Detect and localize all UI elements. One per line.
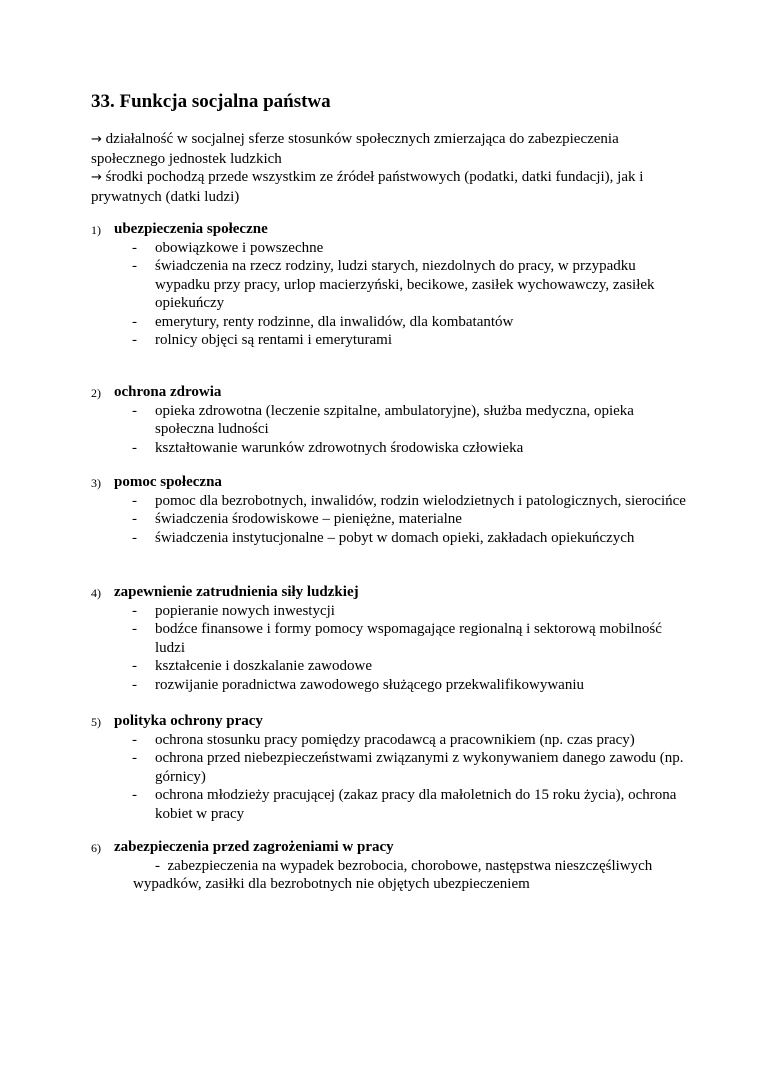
list-item [91,676,691,695]
list-item [91,439,691,458]
list-item [91,786,691,823]
section-heading [91,383,691,402]
section-heading [91,473,691,492]
list-item-text: zabezpieczenia na wypadek bezrobocia, chorobowe, następstwa nieszczęśliwych wypadków, zasiłki dla bezrobotnych nie objętych ubezpieczeniem [133,857,653,892]
list-item [91,529,691,548]
section-number: 3) [91,476,101,490]
section-number: 6) [91,841,101,855]
list-item-text: rozwijanie poradnictwa zawodowego służącego przekwalifikowywaniu [155,676,585,693]
section-title: polityka ochrony pracy [114,713,263,729]
page-title: 33. Funkcja socjalna państwa [91,91,331,112]
dash-bullet: - [132,731,137,748]
section-4 [91,583,691,694]
dash-bullet: - [132,439,137,456]
list-item-text: kształcenie i doszkalanie zawodowe [155,658,372,674]
dash-bullet: - [132,621,137,637]
intro-text: działalność w socjalnej sferze stosunków społecznych zmierzająca do zabezpieczenia społecznego jednostek ludzkich [91,131,619,167]
dash-bullet: - [132,676,137,693]
intro-line [91,168,691,206]
list-item [91,492,691,511]
dash-bullet: - [132,787,137,803]
section-heading [91,220,691,239]
section-5 [91,712,691,823]
section-number: 1) [91,223,101,237]
dash-bullet: - [132,332,137,348]
list-item-text: rolnicy objęci są rentami i emeryturami [155,332,392,348]
section-heading [91,712,691,731]
section-1 [91,220,691,350]
list-item-text: świadczenia na rzecz rodziny, ludzi starych, niezdolnych do pracy, w przypadku wypadku przy pracy, urlop macierzyński, becikowe, zasiłek wychowawczy, zasiłek opiekuńczy [155,258,655,311]
arrow-right-icon: → [91,132,102,147]
section-2 [91,383,691,457]
list-item [91,313,691,332]
list-item-text: opieka zdrowotna (leczenie szpitalne, ambulatoryjne), służba medyczna, opieka społeczna ludności [155,402,634,437]
section-heading [91,583,691,602]
section-title: ochrona zdrowia [114,384,222,400]
section-3 [91,473,691,547]
section-6 [91,838,691,894]
list-item-text: świadczenia środowiskowe – pieniężne, materialne [155,511,462,527]
list-item [91,510,691,529]
dash-bullet: - [132,511,137,527]
list-item-text: kształtowanie warunków zdrowotnych środowiska człowieka [155,439,524,456]
section-list [91,402,691,458]
list-item [91,239,691,258]
list-item-text: świadczenia instytucjonalne – pobyt w domach opieki, zakładach opiekuńczych [155,529,635,546]
list-item [91,749,691,786]
list-item-text: ochrona przed niebezpieczeństwami związanymi z wykonywaniem danego zawodu (np. górnicy) [155,750,684,785]
list-item-text: popieranie nowych inwestycji [155,602,335,619]
dash-bullet: - [132,402,137,419]
dash-bullet: - [132,750,137,766]
dash-bullet: - [132,658,137,674]
list-item [91,402,691,439]
dash-bullet: - [132,529,137,546]
list-item [91,257,691,313]
list-item-text: ochrona stosunku pracy pomiędzy pracodawcą a pracownikiem (np. czas pracy) [155,731,635,748]
dash-bullet: - [132,313,137,330]
section-title: zabezpieczenia przed zagrożeniami w pracy [114,839,394,855]
section-list [91,731,691,824]
list-item [91,857,691,894]
section-number: 5) [91,715,101,729]
section-number: 4) [91,586,101,600]
list-item-text: ochrona młodzieży pracującej (zakaz pracy dla małoletnich do 15 roku życia), ochrona kobiet w pracy [155,787,677,822]
list-item [91,602,691,621]
section-number: 2) [91,386,101,400]
list-item-text: obowiązkowe i powszechne [155,239,324,256]
section-list [91,602,691,695]
section-heading [91,838,691,857]
list-item [91,657,691,676]
list-item [91,331,691,350]
intro [91,130,691,206]
section-title: zapewnienie zatrudnienia siły ludzkiej [114,584,359,600]
dash-bullet: - [132,492,137,509]
list-item [91,731,691,750]
dash-bullet: - [132,602,137,619]
section-list [91,239,691,350]
section-list [91,492,691,548]
list-item-text: pomoc dla bezrobotnych, inwalidów, rodzin wielodzietnych i patologicznych, sierocińce [155,492,686,509]
list-item [91,620,691,657]
section-title: ubezpieczenia społeczne [114,221,268,237]
dash-bullet: - [132,239,137,256]
dash-bullet: - [132,258,137,274]
dash-bullet: - [155,857,160,874]
list-item-text: emerytury, renty rodzinne, dla inwalidów, dla kombatantów [155,313,514,330]
section-title: pomoc społeczna [114,474,222,490]
list-item-text: bodźce finansowe i formy pomocy wspomagające regionalną i sektorową mobilność ludzi [155,621,662,656]
intro-line [91,130,691,168]
intro-text: środki pochodzą przede wszystkim ze źródeł państwowych (podatki, datki fundacji), jak i prywatnych (datki ludzi) [91,169,644,205]
arrow-right-icon: → [91,170,102,185]
